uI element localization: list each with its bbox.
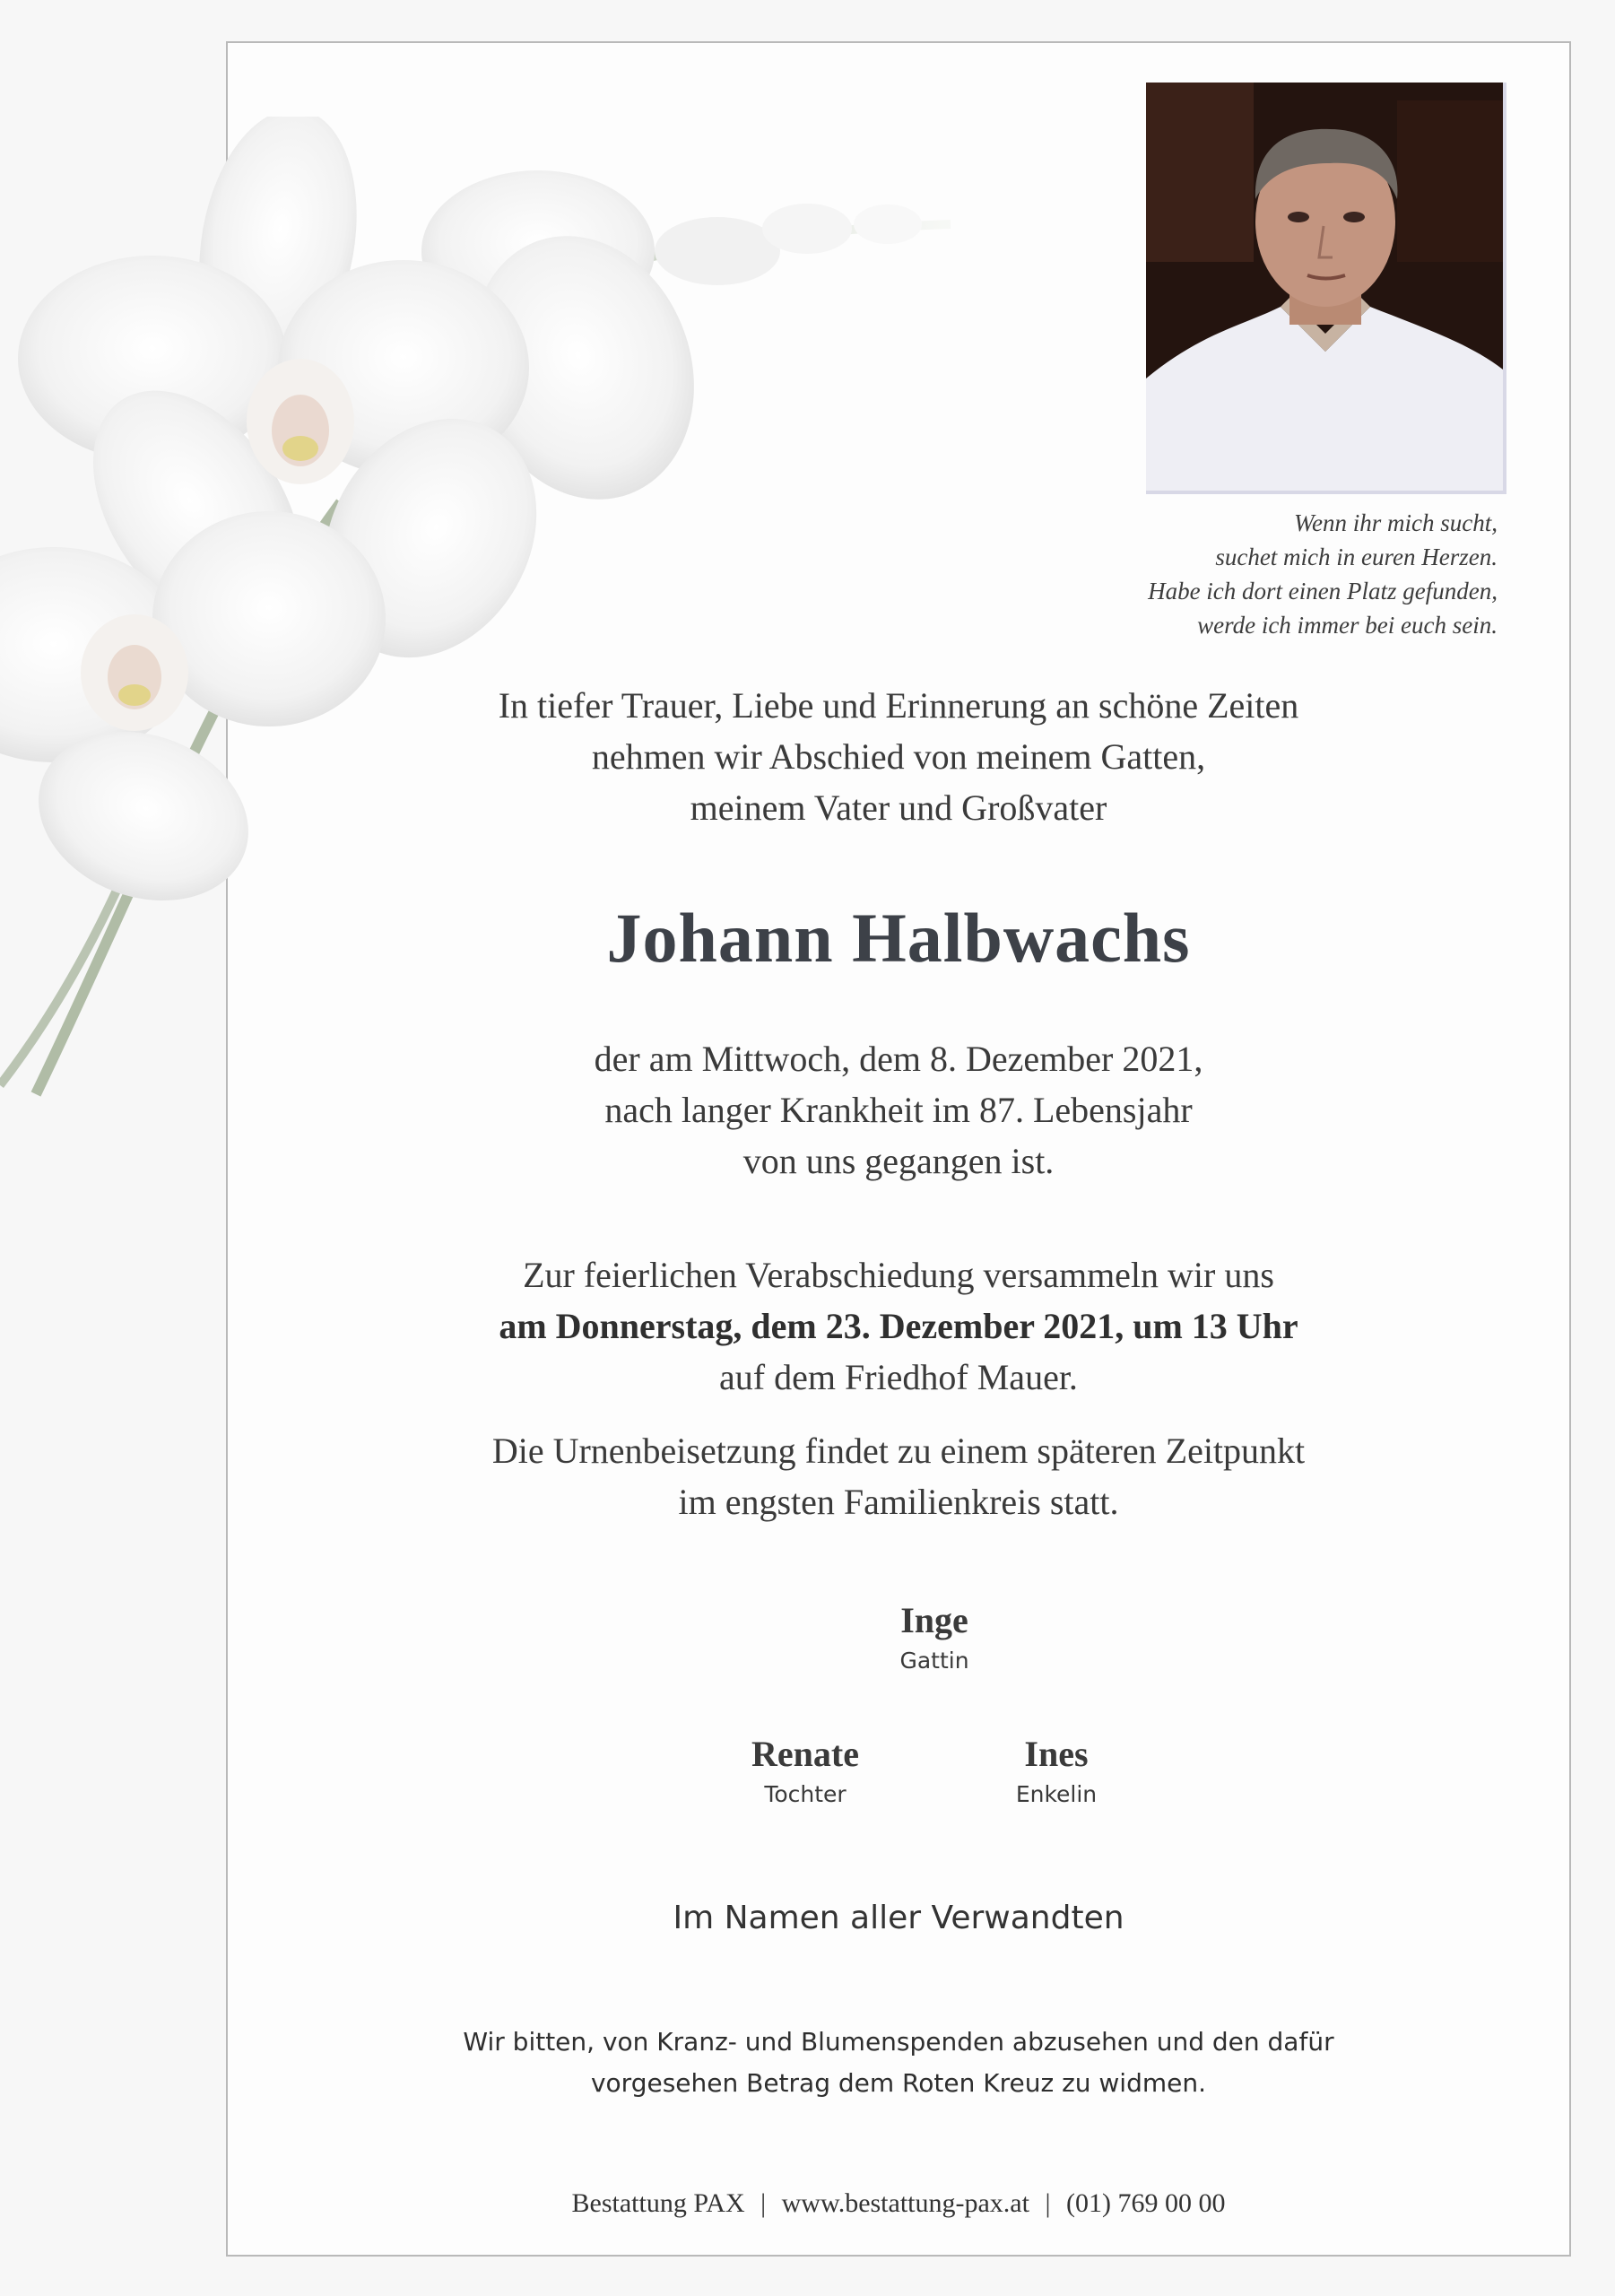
mourner-granddaughter [949, 1730, 1164, 1811]
mourner-name: Renate [751, 1734, 859, 1774]
memorial-quote [986, 506, 1498, 642]
ceremony-info [226, 1249, 1571, 1403]
funeral-home-website[interactable]: www.bestattung-pax.at [781, 2188, 1029, 2218]
separator: | [1045, 2188, 1051, 2218]
quote-line: Habe ich dort einen Platz gefunden, [1148, 578, 1498, 604]
donation-request [226, 2022, 1571, 2104]
death-notice [226, 1033, 1571, 1187]
intro-text [226, 680, 1571, 833]
funeral-home-name: Bestattung PAX [571, 2188, 745, 2218]
urn-line: Die Urnenbeisetzung findet zu einem späteren Zeitpunkt [491, 1431, 1306, 1471]
mourner-daughter [698, 1730, 913, 1811]
mourner-relation: Gattin [899, 1648, 969, 1674]
mourner-relation: Tochter [764, 1781, 847, 1807]
death-line: der am Mittwoch, dem 8. Dezember 2021, [594, 1039, 1203, 1079]
quote-line: werde ich immer bei euch sein. [1197, 612, 1498, 639]
ceremony-date: am Donnerstag, dem 23. Dezember 2021, um 13 Uhr [499, 1306, 1298, 1346]
ceremony-line: Zur feierlichen Verabschiedung versammeln wir uns [523, 1255, 1274, 1295]
urn-line: im engsten Familienkreis statt. [678, 1482, 1119, 1522]
deceased-name: Johann Halbwachs [606, 899, 1191, 977]
intro-line: In tiefer Trauer, Liebe und Erinnerung an schöne Zeiten [498, 685, 1299, 726]
mourner-name: Inge [900, 1600, 968, 1640]
portrait-photo [1146, 83, 1506, 494]
mourner-relation: Enkelin [1015, 1781, 1098, 1807]
death-line: nach langer Krankheit im 87. Lebensjahr [604, 1090, 1193, 1130]
quote-line: suchet mich in euren Herzen. [1215, 544, 1498, 570]
quote-line: Wenn ihr mich sucht, [1294, 509, 1498, 536]
funeral-home-footer [226, 2188, 1571, 2219]
intro-line: meinem Vater und Großvater [690, 787, 1107, 828]
urn-burial-info [226, 1425, 1571, 1527]
separator: | [760, 2188, 767, 2218]
mourner-spouse [827, 1596, 1042, 1677]
relatives-line: Im Namen aller Verwandten [673, 1900, 1124, 1936]
request-line: Wir bitten, von Kranz- und Blumenspenden abzusehen und den dafür [463, 2027, 1334, 2057]
ceremony-location: auf dem Friedhof Mauer. [719, 1357, 1078, 1397]
death-line: von uns gegangen ist. [742, 1141, 1055, 1181]
funeral-home-phone[interactable]: (01) 769 00 00 [1065, 2188, 1226, 2218]
mourner-name: Ines [1024, 1734, 1089, 1774]
intro-line: nehmen wir Abschied von meinem Gatten, [591, 736, 1206, 777]
request-line: vorgesehen Betrag dem Roten Kreuz zu widmen. [590, 2068, 1207, 2098]
